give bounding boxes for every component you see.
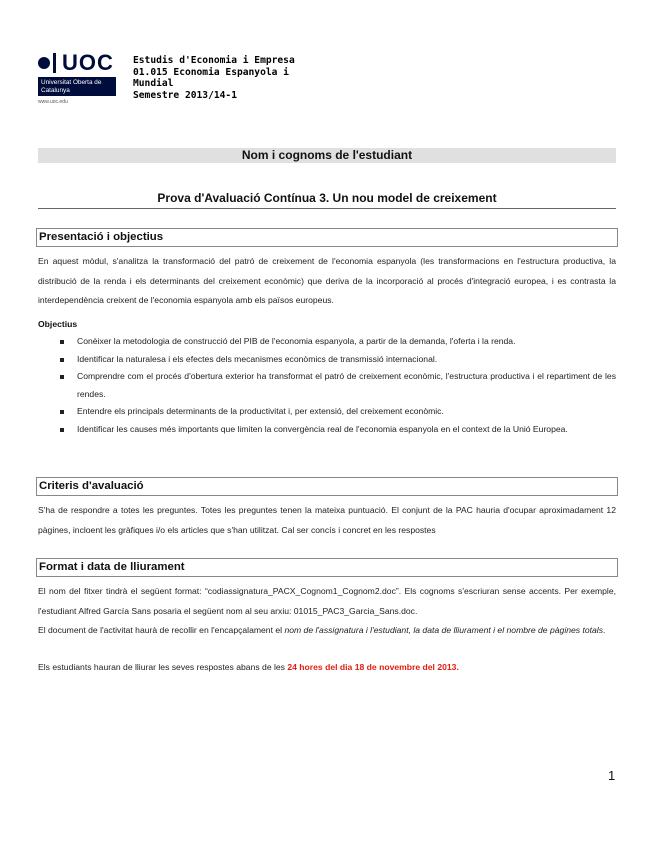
- student-name-bar: Nom i cognoms de l'estudiant: [38, 148, 616, 163]
- header-line-1: Estudis d'Economia i Empresa: [133, 55, 295, 66]
- objectives-list: [60, 333, 616, 439]
- list-item: Identificar les causes més importants que limiten la convergència real de l'economia espanyola en el context de la Unió Europea.: [60, 421, 616, 439]
- list-item: Entendre els principals determinants de la productivitat i, per extensió, del creixement econòmic.: [60, 403, 616, 421]
- format-header-text: El document de l'activitat haurà de recollir en l'encapçalament el: [38, 625, 285, 635]
- section-heading-format: Format i data de lliurament: [36, 558, 618, 577]
- document-title: Prova d'Avaluació Contínua 3. Un nou model de creixement: [157, 191, 497, 205]
- format-header-end: .: [603, 625, 606, 635]
- format-paragraph-header: [38, 621, 616, 641]
- objectives-label: Objectius: [38, 319, 78, 329]
- page-number: 1: [608, 768, 616, 783]
- title-divider: [38, 208, 616, 209]
- list-item: Conèixer la metodologia de construcció del PIB de l'economia espanyola, a partir de la demanda, l'oferta i la renda.: [60, 333, 616, 351]
- logo-mark: [38, 52, 118, 74]
- format-paragraph-filename: El nom del fitxer tindrà el següent format: “codiassignatura_PACX_Cognom1_Cognom2.doc”. Els cognoms s'escriuran sense accents. Per exemple, l'estudiant Alfred García Sans posaria el següent nom al seu arxiu: 01015_PAC3_Garcia_Sans.doc.: [38, 586, 616, 616]
- logo-dot-icon: [38, 57, 50, 69]
- format-header-italic: nom de l'assignatura i l'estudiant, la data de lliurament i el nombre de pàgines totals: [284, 625, 604, 635]
- deadline-text: Els estudiants hauran de lliurar les seves respostes abans de les: [38, 662, 288, 672]
- section-heading-presentation: Presentació i objectius: [36, 228, 618, 247]
- logo-wordmark: UOC: [62, 50, 114, 75]
- section-heading-criteria: Criteris d'avaluació: [36, 477, 618, 496]
- list-item: Comprendre com el procés d'obertura exterior ha transformat el patró de creixement econòmic, l'estructura productiva i el repartiment de les rendes.: [60, 368, 616, 403]
- deadline-date: 24 hores del dia 18 de novembre del 2013.: [287, 662, 459, 672]
- header-line-3: Mundial: [133, 78, 174, 90]
- header-line-4: Semestre 2013/14-1: [133, 89, 237, 101]
- list-item: Identificar la naturalesa i els efectes dels mecanismes econòmics de transmissió internacional.: [60, 351, 616, 369]
- logo-bar-icon: [53, 53, 56, 73]
- uoc-logo: [38, 52, 118, 108]
- format-paragraph-deadline: [38, 658, 616, 678]
- header-line-2: 01.015 Economia Espanyola i: [133, 66, 289, 78]
- logo-institution: Universitat Oberta de Catalunya: [38, 77, 116, 96]
- course-header: [133, 55, 295, 101]
- presentation-paragraph: En aquest mòdul, s'analitza la transformació del patró de creixement de l'economia espanyola (les transformacions en l'estructura productiva, la distribució de la renda i els determinants del creixement econòmic) que deriva de la incorporació al procés d'integració europea, i es contrasta la interdependència creixent de l'economia espanyola amb els països europeus.: [38, 256, 616, 306]
- logo-url: www.uoc.edu: [38, 99, 68, 105]
- criteria-paragraph: S'ha de respondre a totes les preguntes. Totes les preguntes tenen la mateixa puntuació. El conjunt de la PAC hauria d'ocupar aproximadament 12 pàgines, incloent les gràfiques i/o els articles que s'han utilitzat. Cal ser concís i concret en les respostes: [38, 505, 616, 535]
